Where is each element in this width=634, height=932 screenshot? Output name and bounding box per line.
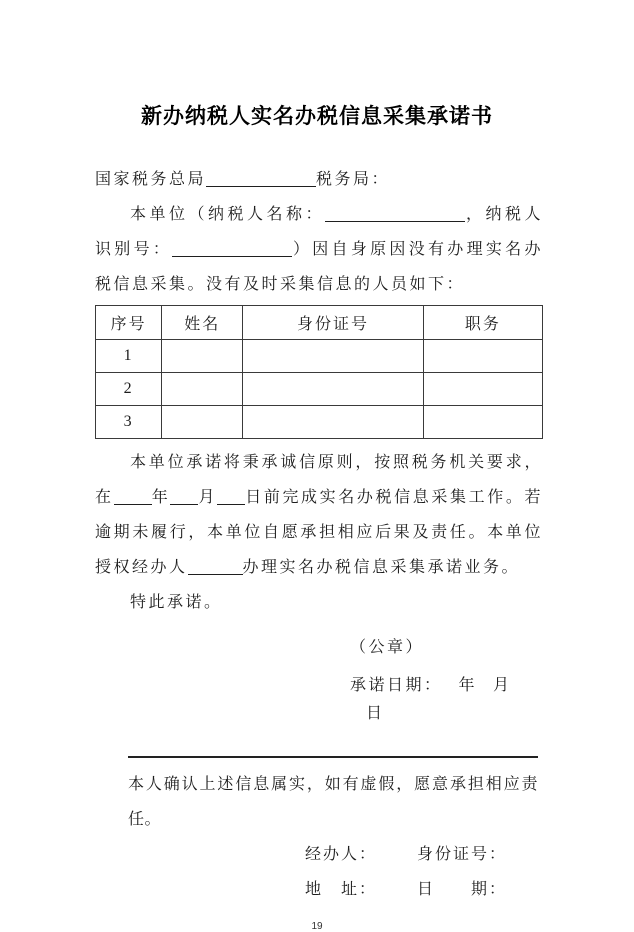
salutation-line bbox=[95, 162, 543, 197]
agent-name-blank bbox=[188, 560, 243, 575]
personnel-table bbox=[95, 305, 543, 439]
signature-divider bbox=[128, 756, 538, 758]
official-seal-note: （公章） bbox=[350, 639, 425, 656]
page-number: 19 bbox=[311, 921, 323, 932]
signature-row-address bbox=[305, 872, 543, 907]
taxpayer-id-blank bbox=[172, 242, 292, 257]
table-row bbox=[96, 340, 543, 373]
seal-and-date-block bbox=[350, 634, 543, 728]
id-number-label: 身份证号： bbox=[417, 846, 508, 863]
commit-text-3: 办理实名办税信息采集承诺业务。 bbox=[242, 559, 521, 576]
date-label: 日 期： bbox=[417, 881, 508, 898]
commit-text-2: 日前完成实名办税信息采集工作。若逾期未履行，本单位自愿承担相应后果及责任。本单位授权经办人 bbox=[95, 489, 543, 576]
header-id-number: 身份证号 bbox=[243, 306, 423, 340]
promise-date-line bbox=[350, 672, 543, 728]
cell-serial: 2 bbox=[96, 373, 162, 406]
header-serial-number: 序号 bbox=[96, 306, 162, 340]
cell-name bbox=[162, 340, 243, 373]
promise-date-day: 日 bbox=[366, 705, 385, 722]
document-content bbox=[95, 162, 543, 907]
table-row bbox=[96, 373, 543, 406]
cell-position bbox=[423, 406, 542, 439]
cell-id bbox=[243, 406, 423, 439]
confirmation-statement: 本人确认上述信息属实，如有虚假，愿意承担相应责任。 bbox=[128, 776, 538, 828]
taxpayer-name-blank bbox=[325, 207, 465, 222]
table-header-row bbox=[96, 306, 543, 340]
cell-position bbox=[423, 373, 542, 406]
cell-id bbox=[243, 373, 423, 406]
header-name: 姓名 bbox=[162, 306, 243, 340]
address-label: 地 址： bbox=[305, 881, 378, 898]
header-position: 职务 bbox=[423, 306, 542, 340]
signature-row-agent bbox=[305, 837, 543, 872]
cell-position bbox=[423, 340, 542, 373]
cell-name bbox=[162, 373, 243, 406]
document-title: 新办纳税人实名办税信息采集承诺书 bbox=[141, 105, 493, 128]
salutation-prefix: 国家税务总局 bbox=[95, 171, 207, 188]
cell-id bbox=[243, 340, 423, 373]
cell-serial: 3 bbox=[96, 406, 162, 439]
commit-year-label: 年 bbox=[151, 489, 171, 506]
paragraph-commitment bbox=[95, 445, 543, 585]
agent-label: 经办人： bbox=[305, 846, 378, 863]
commit-text-1: 本单位承诺将秉承诚信原则，按照税务机关要求，在 bbox=[95, 454, 543, 506]
promise-date-year: 年 bbox=[458, 677, 478, 694]
unit-text-3: ）因自身原因没有办理实名办税信息采集。没有及时采集信息的人员如下： bbox=[95, 241, 543, 293]
cell-serial: 1 bbox=[96, 340, 162, 373]
promise-date-month: 月 bbox=[493, 677, 512, 694]
unit-text-1: 本单位（纳税人名称： bbox=[130, 206, 325, 223]
table-row bbox=[96, 406, 543, 439]
closing-statement: 特此承诺。 bbox=[130, 594, 223, 611]
month-blank bbox=[170, 490, 198, 505]
tax-bureau-blank bbox=[206, 172, 316, 187]
paragraph-unit-info bbox=[95, 197, 543, 302]
day-blank bbox=[217, 490, 245, 505]
promise-date-label: 承诺日期： bbox=[350, 677, 443, 694]
unit-text-2: ，纳税人识别号： bbox=[95, 206, 543, 258]
year-blank bbox=[114, 490, 152, 505]
commit-month-label: 月 bbox=[198, 489, 218, 506]
salutation-suffix: 税务局： bbox=[316, 171, 391, 188]
cell-name bbox=[162, 406, 243, 439]
